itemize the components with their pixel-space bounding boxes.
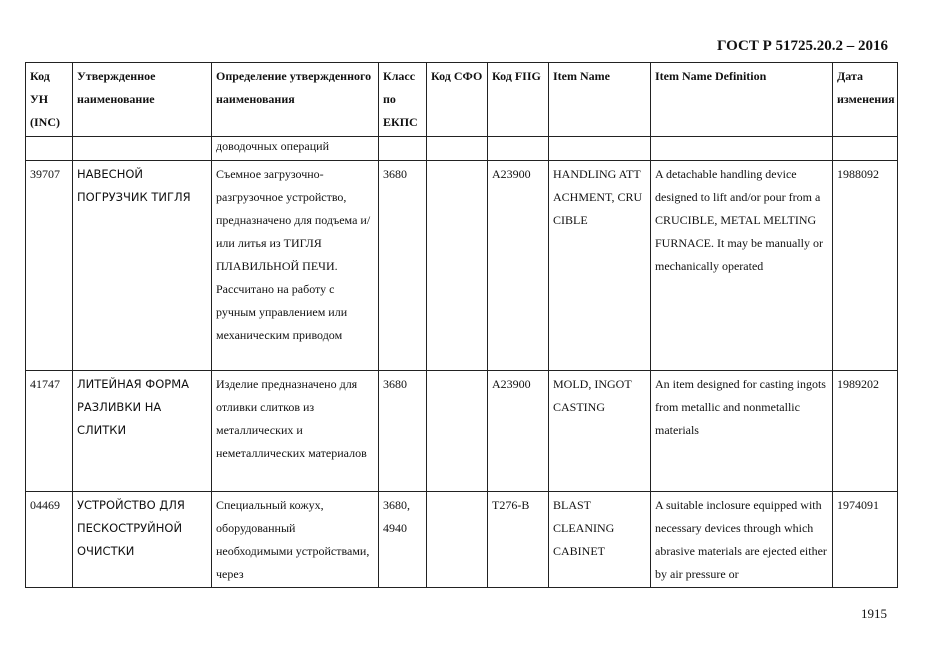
cell-approved-name: НАВЕСНОЙ ПОГРУЗЧИК ТИГЛЯ (73, 161, 212, 371)
cell-date: 1988092 (833, 161, 898, 371)
table-row (26, 161, 898, 371)
nomenclature-table (25, 62, 898, 588)
cell-inc: 04469 (26, 492, 73, 588)
cell-item-definition: A detachable handling device designed to lift and/or pour from a CRUCIBLE, METAL MELTING FURNACE. It may be manually or mechanically operated (651, 161, 833, 371)
cell-definition: Изделие предназначено для отливки слитков из металлических и неметаллических материалов (212, 371, 379, 492)
cell-sfo (427, 492, 488, 588)
col-header-sfo: Код СФО (427, 63, 488, 137)
col-header-class: Класс по ЕКПС (379, 63, 427, 137)
col-header-date: Дата изменения (833, 63, 898, 137)
col-header-inc: Код УН (INC) (26, 63, 73, 137)
cell-date: 1989202 (833, 371, 898, 492)
col-header-definition: Определение утвержденного наименования (212, 63, 379, 137)
cell-fiig: A23900 (488, 371, 549, 492)
cell-sfo (427, 161, 488, 371)
continuation-definition: доводочных операций (212, 137, 379, 161)
table-row (26, 371, 898, 492)
cell-item-name: MOLD, INGOT CASTING (549, 371, 651, 492)
header-row (26, 63, 898, 137)
cell-item-definition: A suitable inclosure equipped with necessary devices through which abrasive materials are ejected either by air pressure or (651, 492, 833, 588)
table-row (26, 492, 898, 588)
cell-item-name: HANDLING ATTACHMENT, CRUCIBLE (549, 161, 651, 371)
cell-definition: Специальный кожух, оборудованный необходимыми устройствами, через (212, 492, 379, 588)
col-header-item-definition: Item Name Definition (651, 63, 833, 137)
cell-inc: 39707 (26, 161, 73, 371)
document-code: ГОСТ Р 51725.20.2 – 2016 (716, 38, 888, 54)
cell-item-name: BLAST CLEANING CABINET (549, 492, 651, 588)
cell-approved-name: УСТРОЙСТВО ДЛЯ ПЕСКОСТРУЙНОЙ ОЧИСТКИ (73, 492, 212, 588)
cell-approved-name: ЛИТЕЙНАЯ ФОРМА РАЗЛИВКИ НА СЛИТКИ (73, 371, 212, 492)
col-header-fiig: Код FIIG (488, 63, 549, 137)
cell-class: 3680 (379, 371, 427, 492)
continuation-row (26, 137, 898, 161)
cell-inc: 41747 (26, 371, 73, 492)
col-header-item-name: Item Name (549, 63, 651, 137)
cell-fiig: T276-B (488, 492, 549, 588)
cell-sfo (427, 371, 488, 492)
cell-item-definition: An item designed for casting ingots from metallic and nonmetallic materials (651, 371, 833, 492)
cell-fiig: A23900 (488, 161, 549, 371)
page-number: 1915 (861, 606, 887, 621)
col-header-approved-name: Утвержденное наименование (73, 63, 212, 137)
cell-date: 1974091 (833, 492, 898, 588)
cell-class: 3680, 4940 (379, 492, 427, 588)
cell-class: 3680 (379, 161, 427, 371)
cell-definition: Съемное загрузочно-разгрузочное устройство, предназначено для подъема и/или литья из ТИГЛЯ ПЛАВИЛЬНОЙ ПЕЧИ. Рассчитано на работу с ручным управлением или механическим приводом (212, 161, 379, 371)
